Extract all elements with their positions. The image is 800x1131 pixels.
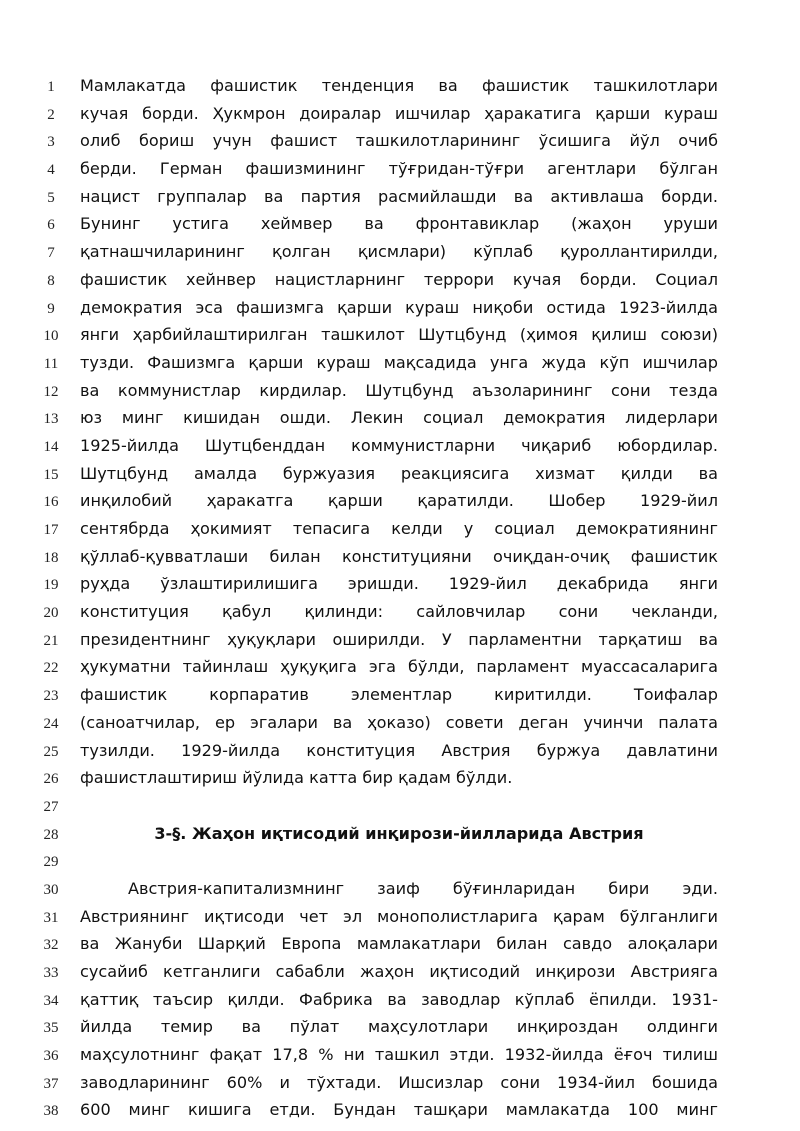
line-number: 4: [47, 162, 55, 179]
line-number: 37: [43, 1075, 59, 1092]
line-number: 12: [43, 383, 59, 400]
line-number: 30: [43, 881, 59, 898]
text-line: [0, 820, 800, 848]
text-line: [0, 210, 800, 238]
text-line: [0, 1013, 800, 1041]
paragraph-line: инқилобий ҳаракатга қарши қаратилди. Шобер 1929-йил: [80, 491, 718, 511]
line-number: 35: [43, 1020, 59, 1037]
line-number: 23: [43, 688, 59, 705]
line-number: 15: [43, 466, 59, 483]
paragraph-line: конституция қабул қилинди: сайловчилар сони чекланди,: [80, 602, 718, 622]
text-line: [0, 155, 800, 183]
text-line: [0, 792, 800, 820]
paragraph-line: ва коммунистлар кирдилар. Шутцбунд аъзоларининг сони тезда: [80, 380, 718, 400]
text-line: [0, 764, 800, 792]
text-line: [0, 266, 800, 294]
line-number: 18: [43, 549, 59, 566]
line-number: 27: [43, 798, 59, 815]
line-number: 21: [43, 632, 59, 649]
line-number: 7: [47, 245, 55, 262]
paragraph-line: демократия эса фашизмга қарши кураш ниқоби остида 1923-йилда: [80, 297, 718, 317]
paragraph-line: қатнашчиларининг қолган қисмлари) кўплаб қуроллантирилди,: [80, 242, 718, 262]
line-number: 9: [47, 300, 55, 317]
text-line: [0, 1096, 800, 1124]
paragraph-line: фашистик корпаратив элементлар киритилди. Тоифалар: [80, 685, 718, 705]
line-number: 25: [43, 743, 59, 760]
line-number: 14: [43, 438, 59, 455]
text-line: [0, 930, 800, 958]
paragraph-line: берди. Герман фашизмининг тўғридан-тўғри агентлари бўлган: [80, 159, 718, 179]
text-line: [0, 487, 800, 515]
line-number: 24: [43, 715, 59, 732]
paragraph-line: 600 минг кишига етди. Бундан ташқари мамлакатда 100 минг: [80, 1100, 718, 1120]
line-number: 28: [43, 826, 59, 843]
line-number: 17: [43, 522, 59, 538]
line-number: 38: [43, 1103, 59, 1120]
text-line: [0, 100, 800, 128]
text-line: [0, 238, 800, 266]
paragraph-line: 1925-йилда Шутцбенддан коммунистларни чиқариб юбордилар.: [80, 435, 718, 455]
text-line: [0, 626, 800, 654]
text-line: [0, 460, 800, 488]
text-line: [0, 377, 800, 405]
text-line: [0, 709, 800, 737]
paragraph-line: йилда темир ва пўлат маҳсулотлари инқироздан олдинги: [80, 1017, 718, 1037]
line-number: 36: [43, 1048, 59, 1065]
line-number: 5: [47, 189, 55, 206]
line-number: 11: [43, 355, 59, 372]
text-line: [0, 349, 800, 377]
paragraph-line: Шутцбунд амалда буржуазия реакциясига хизмат қилди ва: [80, 463, 718, 483]
text-line: [0, 1041, 800, 1069]
text-line: [0, 515, 800, 543]
line-numbered-text: [0, 72, 800, 1124]
line-number: 22: [43, 660, 59, 677]
paragraph-line: тузилди. 1929-йилда конституция Австрия буржуа давлатини: [80, 740, 718, 760]
text-line: [0, 847, 800, 875]
text-line: [0, 321, 800, 349]
line-number: 26: [43, 771, 59, 788]
paragraph-line: ва Жануби Шарқий Европа мамлакатлари билан савдо алоқалари: [80, 934, 718, 954]
text-line: [0, 903, 800, 931]
text-line: [0, 653, 800, 681]
line-number: 13: [43, 411, 59, 428]
paragraph-line: кучая борди. Ҳукмрон доиралар ишчилар ҳаракатига қарши кураш: [80, 103, 718, 123]
paragraph-line: қаттиқ таъсир қилди. Фабрика ва заводлар кўплаб ёпилди. 1931-: [80, 989, 718, 1009]
paragraph-line: Австрия-капитализмнинг заиф бўғинларидан бири эди.: [128, 878, 718, 898]
text-line: [0, 986, 800, 1014]
text-line: [0, 183, 800, 211]
text-line: [0, 570, 800, 598]
paragraph-line: фашистлаштириш йўлида катта бир қадам бўлди.: [80, 768, 513, 788]
line-number: 1: [47, 79, 55, 95]
paragraph-line: олиб бориш учун фашист ташкилотларининг ўсишига йўл очиб: [80, 131, 718, 151]
text-line: [0, 72, 800, 100]
text-line: [0, 404, 800, 432]
paragraph-line: президентнинг ҳуқуқлари оширилди. У парламентни тарқатиш ва: [80, 629, 718, 649]
paragraph-line: Мамлакатда фашистик тенденция ва фашистик ташкилотлари: [80, 76, 718, 95]
paragraph-line: фашистик хейнвер нацистларнинг террори кучая борди. Социал: [80, 269, 718, 289]
paragraph-line: нацист группалар ва партия расмийлашди ва активлаша борди.: [80, 186, 718, 206]
paragraph-line: сусайиб кетганлиги сабабли жаҳон иқтисодий инқирози Австрияга: [80, 962, 718, 981]
paragraph-line: янги ҳарбийлаштирилган ташкилот Шутцбунд (ҳимоя қилиш союзи): [80, 325, 718, 345]
paragraph-line: юз минг кишидан ошди. Лекин социал демократия лидерлари: [80, 408, 718, 428]
line-number: 6: [47, 217, 55, 234]
paragraph-line: маҳсулотнинг фақат 17,8 % ни ташкил этди. 1932-йилда ёғоч тилиш: [80, 1045, 718, 1065]
paragraph-line: Бунинг устига хеймвер ва фронтавиклар (жаҳон уруши: [80, 214, 718, 234]
line-number: 19: [43, 577, 59, 594]
text-line: [0, 432, 800, 460]
text-line: [0, 127, 800, 155]
text-line: [0, 598, 800, 626]
text-line: [0, 1069, 800, 1097]
line-number: 3: [47, 134, 55, 151]
paragraph-line: Австриянинг иқтисоди чет эл монополистларига қарам бўлганлиги: [80, 906, 718, 926]
line-number: 10: [43, 328, 59, 345]
text-line: [0, 681, 800, 709]
line-number: 29: [43, 854, 59, 871]
line-number: 16: [43, 494, 59, 511]
line-number: 31: [43, 909, 59, 926]
line-number: 32: [43, 937, 59, 954]
section-heading: 3-§. Жаҳон иқтисодий инқирози-йилларида Австрия: [154, 823, 644, 843]
paragraph-line: (саноатчилар, ер эгалари ва ҳоказо) совети деган учинчи палата: [80, 712, 718, 732]
paragraph-line: тузди. Фашизмга қарши кураш мақсадида унга жуда кўп ишчилар: [80, 352, 718, 372]
text-line: [0, 875, 800, 903]
paragraph-line: сентябрда ҳокимият тепасига келди у социал демократиянинг: [80, 519, 718, 538]
paragraph-line: руҳда ўзлаштирилишига эришди. 1929-йил декабрида янги: [80, 574, 718, 594]
text-line: [0, 958, 800, 986]
text-line: [0, 294, 800, 322]
paragraph-line: заводларининг 60% и тўхтади. Ишсизлар сони 1934-йил бошида: [80, 1072, 718, 1092]
line-number: 34: [43, 992, 59, 1009]
line-number: 8: [47, 272, 55, 289]
text-line: [0, 543, 800, 571]
line-number: 33: [43, 965, 59, 981]
text-line: [0, 737, 800, 765]
paragraph-line: қўллаб-қувватлаши билан конституцияни очиқдан-очиқ фашистик: [80, 546, 718, 566]
line-number: 2: [47, 106, 55, 123]
paragraph-line: ҳукуматни тайинлаш ҳуқуқига эга бўлди, парламент муассасаларига: [80, 657, 718, 677]
line-number: 20: [43, 605, 59, 622]
